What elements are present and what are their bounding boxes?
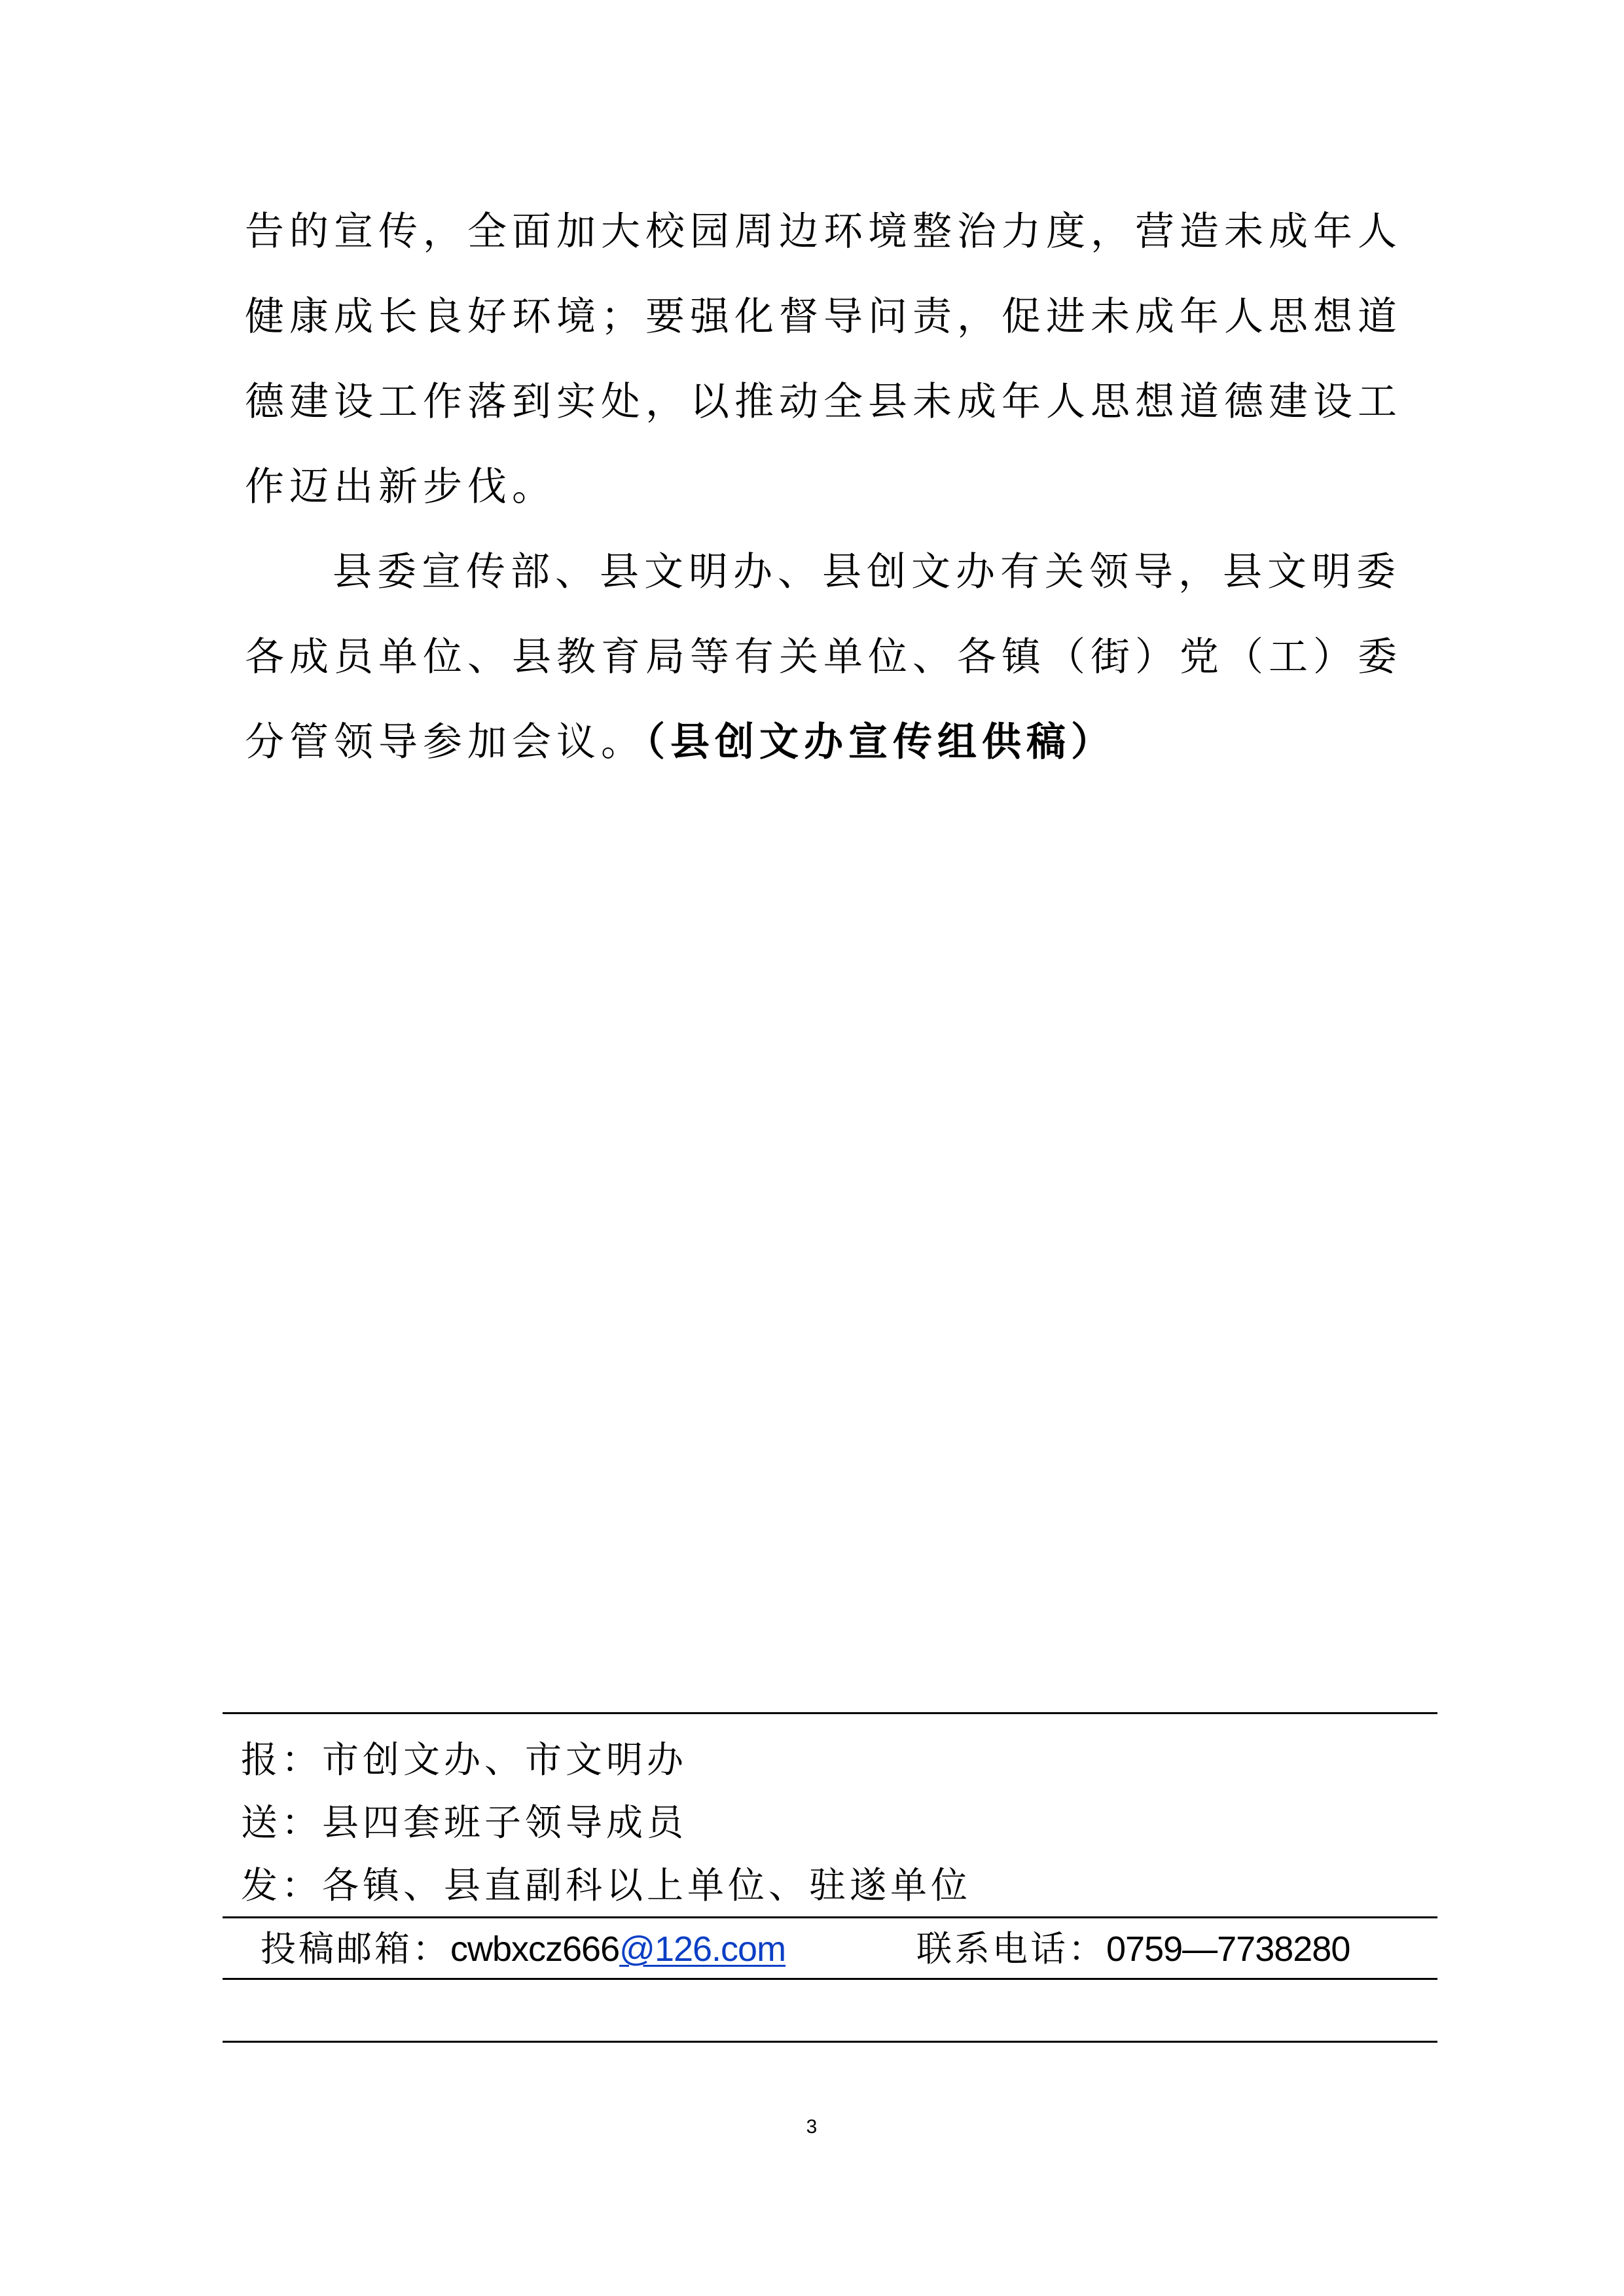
body-line-3: 德建设工作落到实处，以推动全县未成年人思想道德建设工 [245, 379, 1402, 425]
contact-bottom-rule [223, 1978, 1437, 1980]
footer-rule [223, 2041, 1437, 2043]
email-domain-link[interactable]: @126.com [619, 1929, 786, 1969]
distribution-top-rule [223, 1712, 1437, 1714]
phone-number: 0759—7738280 [1106, 1929, 1350, 1969]
page-number: 3 [806, 2116, 818, 2138]
phone-group [916, 1924, 1350, 1974]
source-credit: （县创文办宣传组供稿） [645, 719, 1115, 765]
body-line-7: 分管领导参加会议。 [245, 719, 645, 765]
issue-to-line: 发：各镇、县直副科以上单位、驻遂单位 [241, 1865, 971, 1907]
phone-label: 联系电话： [916, 1928, 1106, 1969]
body-paragraph-end [245, 719, 1384, 766]
body-line-4: 作迈出新步伐。 [245, 464, 556, 510]
body-line-6: 各成员单位、县教育局等有关单位、各镇（街）党（工）委 [245, 634, 1402, 680]
contact-info [261, 1924, 1413, 1974]
body-line-2: 健康成长良好环境；要强化督导问责，促进未成年人思想道 [245, 294, 1402, 340]
send-to-line: 送：县四套班子领导成员 [241, 1802, 687, 1844]
report-to-line: 报：市创文办、市文明办 [241, 1739, 687, 1782]
body-line-1: 告的宣传，全面加大校园周边环境整治力度，营造未成年人 [245, 209, 1402, 255]
distribution-bottom-rule [223, 1916, 1437, 1918]
email-user: cwbxcz666 [450, 1929, 620, 1969]
email-label: 投稿邮箱： [261, 1928, 450, 1969]
body-line-5: 县委宣传部、县文明办、县创文办有关领导，县文明委 [333, 549, 1401, 595]
